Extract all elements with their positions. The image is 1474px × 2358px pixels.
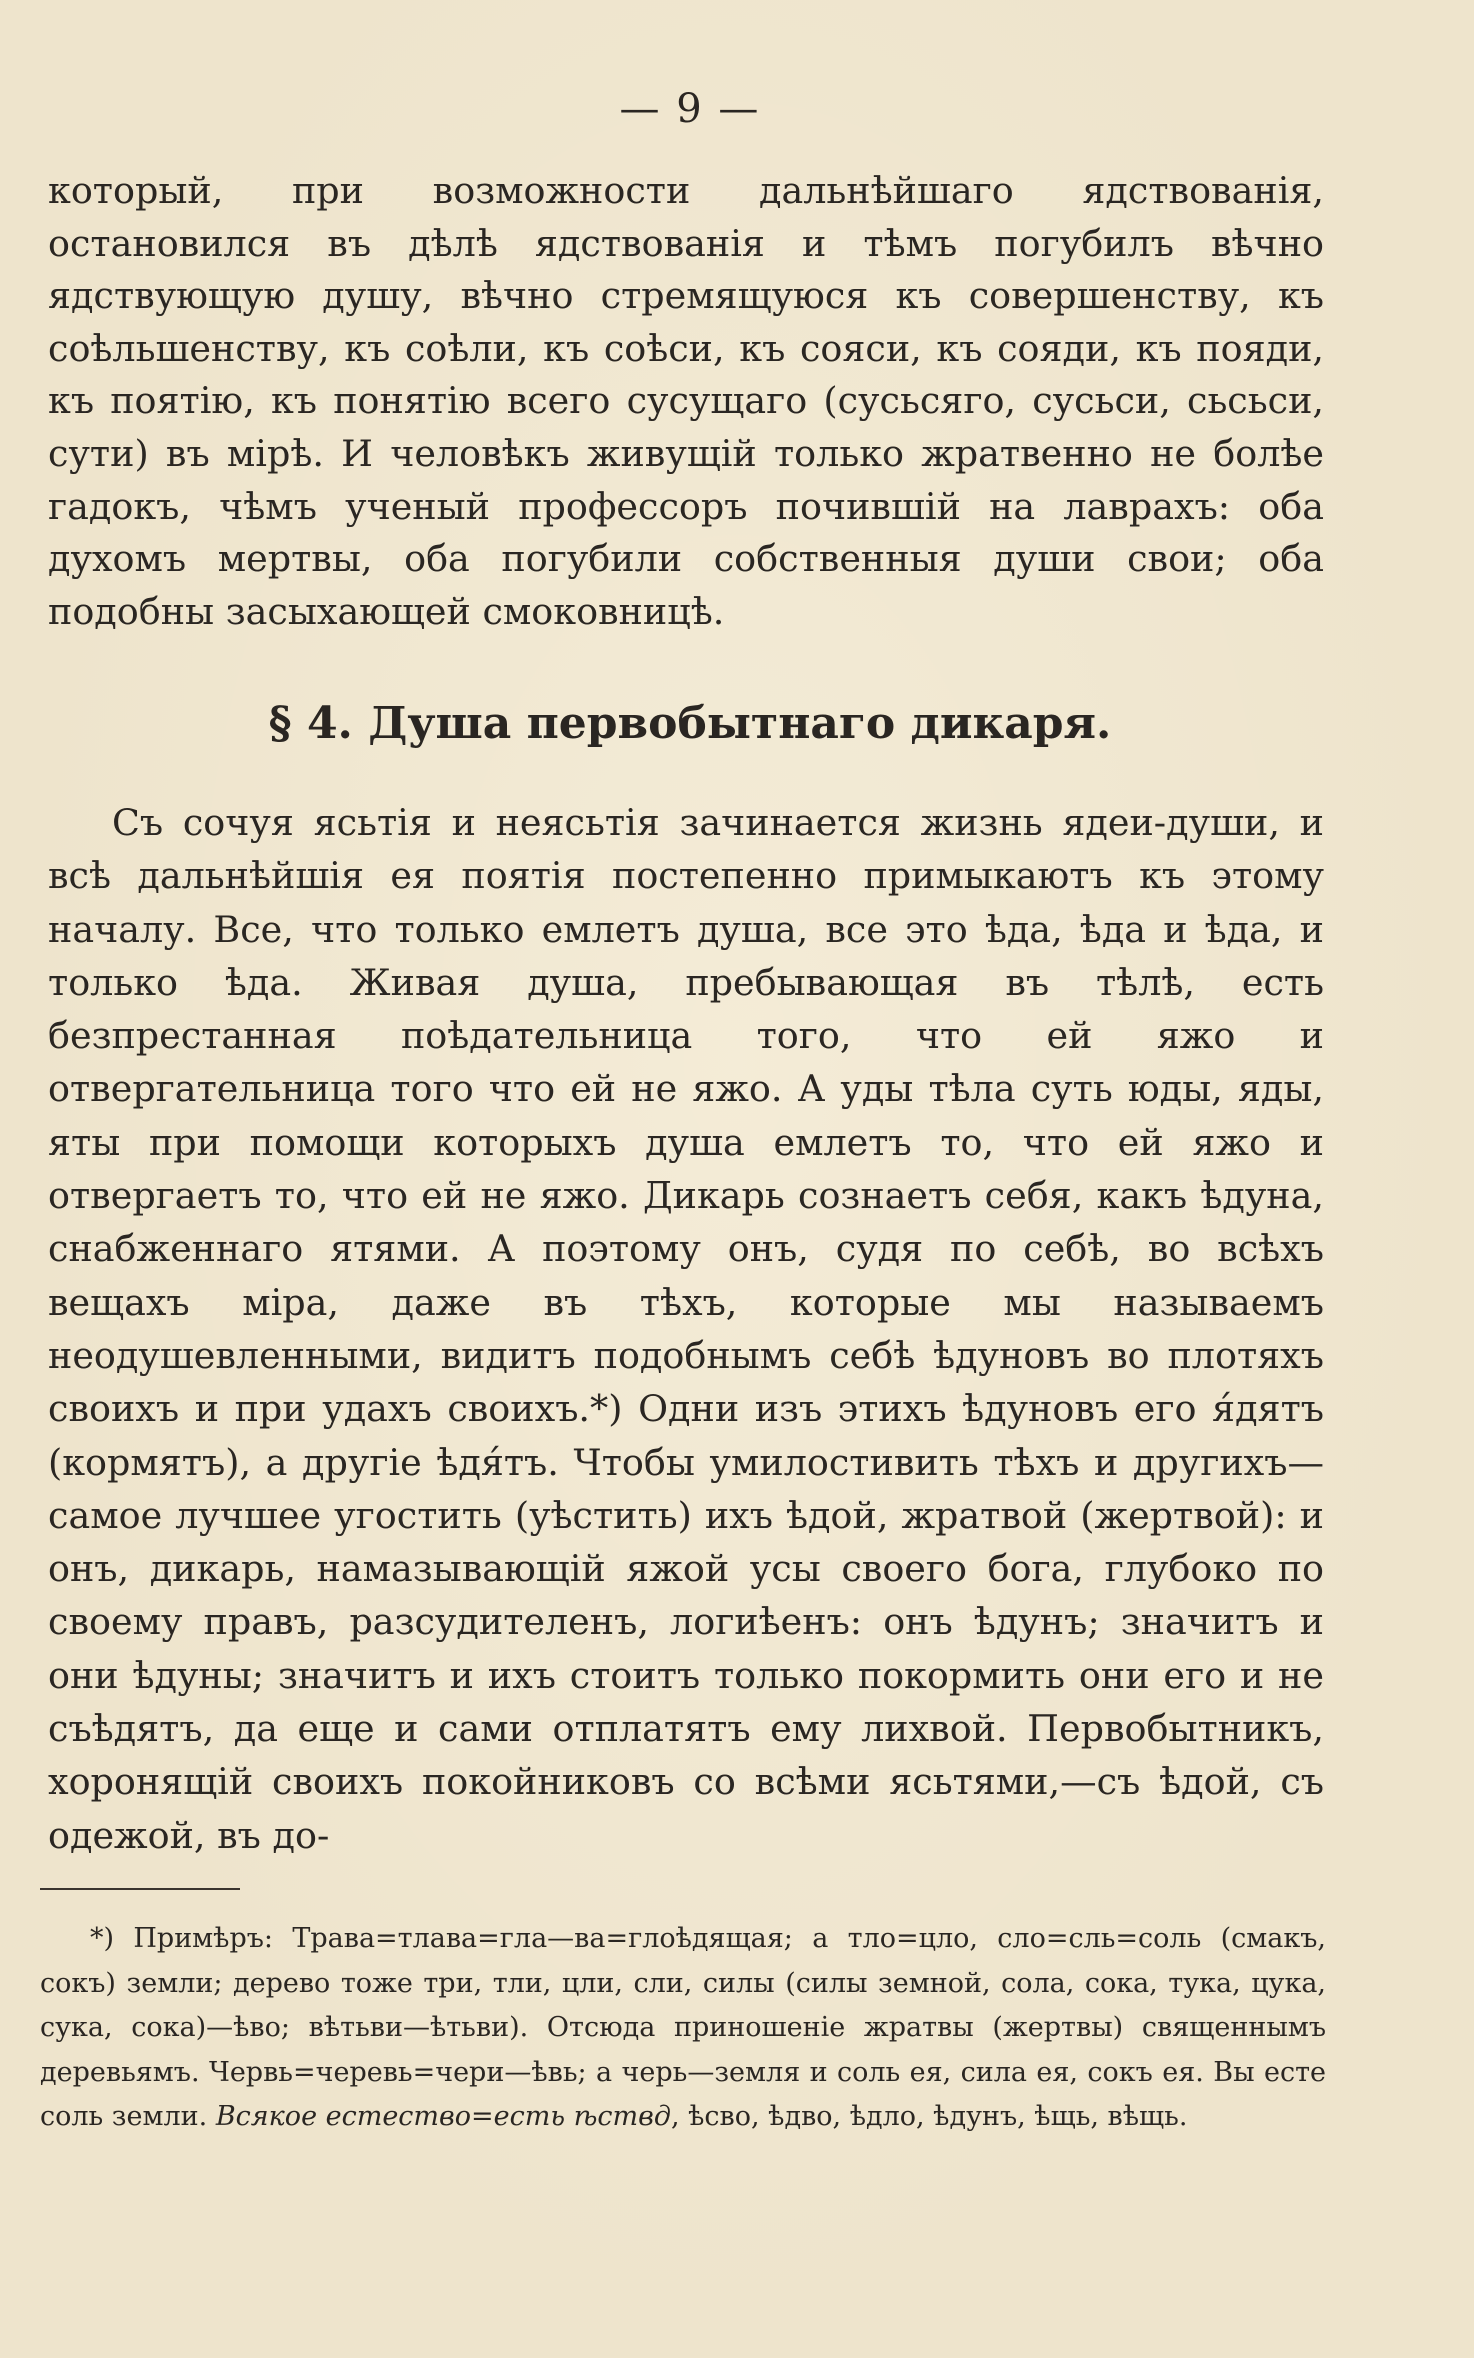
paragraph-continuation: который, при возможности дальнѣйшаго ядствованія, остановился въ дѣлѣ ядствованія и тѣмъ погубилъ вѣчно ядствующую душу, вѣчно стремящуюся къ совершенству, къ соѣльшенству, къ соѣли, къ соѣси, къ сояси, къ сояди, къ пояди, къ поятію, къ понятію всего сусущаго (сусьсяго, сусьси, сьсьси, сути) въ мірѣ. И человѣкъ живущій только жратвенно не болѣе гадокъ, чѣмъ ученый профессоръ почившій на лаврахъ: оба духомъ мертвы, оба погубили собственныя души свои; оба подобны засыхающей смоковницѣ. xyxy=(48,169,1324,633)
paragraph-main: Съ сочуя ясьтія и неясьтія зачинается жизнь ядеи-души, и всѣ дальнѣйшія ея поятія постепенно примыкаютъ къ этому началу. Все, что только емлетъ душа, все это ѣда, ѣда и ѣда, и только ѣда. Живая душа, пребывающая въ тѣлѣ, есть безпрестанная поѣдательница того, что ей яжо и отвергательница того что ей не яжо. А уды тѣла суть юды, яды, яты при помощи которыхъ душа емлетъ то, что ей яжо и отвергаетъ то, что ей не яжо. Дикарь сознаетъ себя, какъ ѣдуна, снабженнаго ятями. А поэтому онъ, судя по себѣ, во всѣхъ вещахъ міра, даже въ тѣхъ, которые мы называемъ неодушевленными, видитъ подобнымъ себѣ ѣдуновъ во плотяхъ своихъ и при удахъ своихъ.*) Одни изъ этихъ ѣдуновъ его я́дятъ (кормятъ), а другіе ѣдя́тъ. Чтобы умилостивить тѣхъ и другихъ—самое лучшее угостить (уѣстить) ихъ ѣдой, жратвой (жертвой): и онъ, дикарь, намазывающій яжой усы своего бога, глубоко по своему правъ, разсудителенъ, логиѣенъ: онъ ѣдунъ; значитъ и они ѣдуны; значитъ и ихъ стоитъ только покормить они его и не съѣдятъ, да еще и сами отплатятъ ему лихвой. Первобытникъ, хоронящій своихъ покойниковъ со всѣми ясьтями,—съ ѣдой, съ одежой, въ до- xyxy=(48,801,1324,1857)
footnote-italic: Всякое естество=есть ѣствд xyxy=(215,2101,671,2132)
page-number: — 9 — xyxy=(619,86,761,132)
footnote-tail: , ѣсво, ѣдво, ѣдло, ѣдунъ, ѣщь, вѣщь. xyxy=(670,2101,1188,2132)
footnote xyxy=(40,1917,1326,2140)
footnote-divider xyxy=(40,1888,240,1890)
footnote-text: *) Примѣръ: Трава=тлава=гла—ва=глоѣдящая; а тло=цло, сло=сль=соль (смакъ, сокъ) земли; дерево тоже три, тли, цли, сли, силы (силы земной, сола, сока, тука, цука, сука, сока)—ѣво; вѣтьви—ѣтьви). Отсюда приношеніе жратвы (жертвы) священнымъ деревьямъ. Червь=черевь=чери—ѣвь; а черь—земля и соль ея, сила ея, сокъ ея. Вы есте соль земли. xyxy=(40,1923,1326,2132)
section-heading: § 4. Душа первобытнаго дикаря. xyxy=(268,698,1112,749)
